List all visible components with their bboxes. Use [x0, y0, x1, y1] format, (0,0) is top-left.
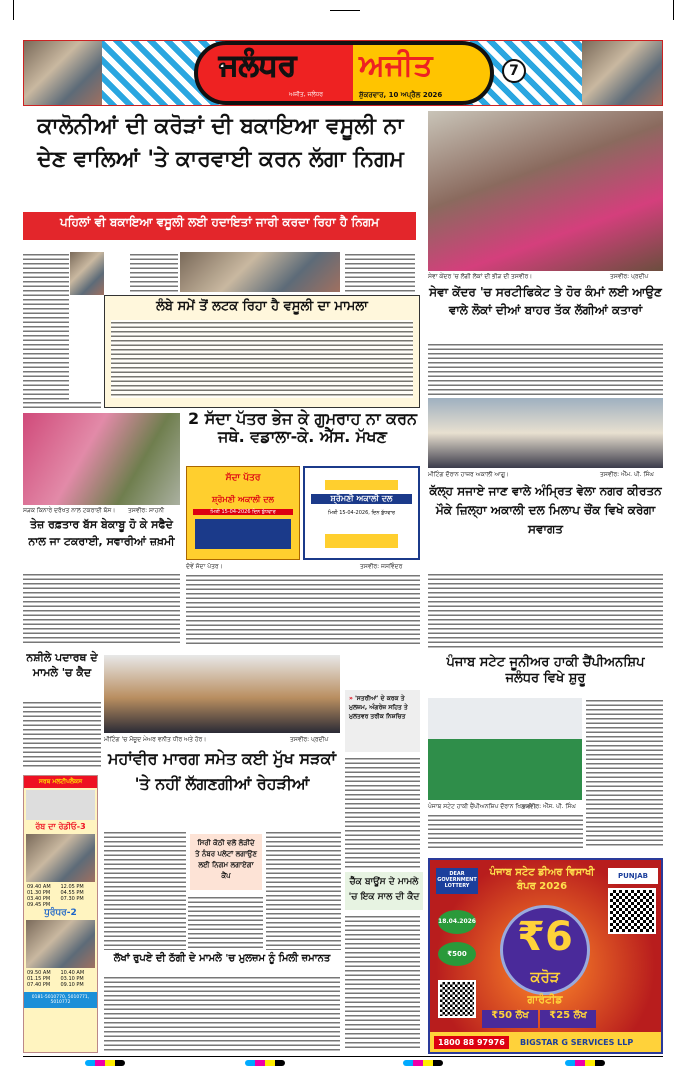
- cinema-ad: [23, 775, 98, 1053]
- showtime: 01.15 PM: [27, 976, 51, 982]
- photo-caption: ਮੀਟਿੰਗ 'ਚ ਮੌਜੂਦ ਮੇਅਰ ਵਨੀਤ ਧੀਰ ਅਤੇ ਹੋਰ।: [104, 736, 207, 743]
- article-body: [428, 572, 663, 648]
- qr-code: [438, 980, 476, 1018]
- showtime: 07.40 PM: [27, 982, 51, 988]
- photo-caption: ਸੇਵਾ ਕੇਂਦਰ 'ਚ ਲੱਗੀ ਲੋਕਾਂ ਦੀ ਭੀੜ ਦੀ ਤਸਵੀਰ।: [428, 273, 533, 280]
- article-body: [428, 342, 663, 396]
- photo-credit: ਤਸਵੀਰ: ਐੱਸ. ਪੀ. ਸਿੰਘ: [522, 803, 576, 810]
- kirtan-headline: ਕੱਲ੍ਹ ਸਜਾਏ ਜਾਣ ਵਾਲੇ ਅੰਮ੍ਰਿਤ ਵੇਲਾ ਨਗਰ ਕੀਰਤਨ ਮੌਕੇ ਜ਼ਿਲ੍ਹਾ ਅਕਾਲੀ ਦਲ ਮਿਲਾਪ ਚੌਂਕ ਵਿਖੇ ਕਰੇਗਾ ਸਵਾਗਤ: [429, 484, 662, 536]
- crop-mark: [673, 0, 674, 20]
- article-body: [586, 698, 663, 848]
- fraud-headline: ਲੱਖਾਂ ਰੁਪਏ ਦੀ ਠੱਗੀ ਦੇ ਮਾਮਲੇ 'ਚ ਮੁਲਜ਼ਮ ਨੂੰ ਮਿਲੀ ਜ਼ਮਾਨਤ: [113, 953, 331, 964]
- lottery-brand: DEAR GOVERNMENT LOTTERY: [436, 868, 478, 894]
- hockey-headline: ਪੰਜਾਬ ਸਟੇਟ ਜੂਨੀਅਰ ਹਾਕੀ ਚੈਂਪੀਅਨਸ਼ਿਪ ਜਲੰਧਰ ਵਿਖੇ ਸ਼ੁਰੂ: [446, 655, 645, 686]
- article-body: [428, 813, 583, 851]
- showtime: 09.10 PM: [60, 982, 84, 988]
- ad-date: ਮਿਤੀ 15-04-2026, ਦਿਨ ਬੁੱਧਵਾਰ: [328, 510, 395, 516]
- invitation-ad-2: [303, 466, 420, 560]
- lead-subhead: ਪਹਿਲਾਂ ਵੀ ਬਕਾਇਆ ਵਸੂਲੀ ਲਈ ਹਦਾਇਤਾਂ ਜਾਰੀ ਕਰਦਾ ਰਿਹਾ ਹੈ ਨਿਗਮ: [23, 212, 416, 240]
- ad-party: ਸ਼੍ਰੋਮਣੀ ਅਕਾਲੀ ਦਲ: [212, 495, 274, 504]
- article-body: [23, 572, 180, 645]
- color-registration-bar: [403, 1060, 443, 1066]
- ad-date: ਮਿਤੀ 15-04-2026 ਦਿਨ ਬੁੱਧਵਾਰ: [193, 509, 293, 515]
- cheque-headline: ਚੈੱਕ ਬਾਊਂਸ ਦੇ ਮਾਮਲੇ 'ਚ ਇਕ ਸਾਲ ਦੀ ਕੈਦ: [345, 872, 423, 910]
- showtime: 10.40 AM: [60, 970, 85, 976]
- movie-poster: [26, 834, 95, 882]
- draw-date: 18.04.2026: [438, 910, 476, 934]
- prize-unit: ਕਰੋੜ: [530, 968, 560, 986]
- quote-box: ਸਿਰੀ ਕੋਠੀ ਵਲੋਂ ਲੋੜੀਂਦੇ ਤੇ ਨੰਬਰ ਪਲੇਟਾਂ ਲਗਾਉਣ ਲਈ ਨਿਗਮ ਲਗਾਏਗਾ ਕੈਂਪ: [190, 834, 262, 890]
- showtime: 12.05 PM: [60, 884, 84, 890]
- pullquote: » 'ਸਤਰੀਆਂ' ਦੇ ਕਰਕ ਤੇ ਮੁਲਜ਼ਮ, ਅੰਗਰੇਜ਼ ਸਹਿਤ ਤੇ ਮੁਲਤਵਰ ਤਰੀਕ ਨਿਸ਼ਚਿਤ: [345, 690, 420, 752]
- mrp: ₹500: [438, 942, 476, 966]
- guarantee-label: ਗਾਰੰਟੀਡ: [527, 993, 563, 1006]
- showtimes: [24, 970, 97, 988]
- building-photo: [24, 41, 102, 105]
- showtime: 09.50 AM: [27, 970, 51, 976]
- state-logo: PUNJAB: [608, 868, 658, 884]
- photo-credit: ਤਸਵੀਰ: ਸਾਹਨੀ: [128, 507, 164, 514]
- page-number: 7: [502, 59, 526, 83]
- article-body: [266, 830, 341, 950]
- info-box-title: ਲੰਬੇ ਸਮੇਂ ਤੋਂ ਲਟਕ ਰਿਹਾ ਹੈ ਵਸੂਲੀ ਦਾ ਮਾਮਲਾ: [156, 299, 368, 314]
- building-photo: [582, 41, 662, 105]
- cinema-name: ਸਰਬ ਮਲਟੀਪਲੈਕਸ: [24, 776, 97, 788]
- ad-party: ਸ਼੍ਰੋਮਣੀ ਅਕਾਲੀ ਦਲ: [311, 494, 412, 504]
- info-box: [104, 295, 420, 408]
- article-body: [23, 252, 69, 400]
- seva-kendra-photo: [428, 111, 663, 271]
- masthead-title-right: ਅਜੀਤ: [359, 48, 433, 83]
- photo-credit: ਤਸਵੀਰ: ਜਸਵਿੰਦਰ: [360, 563, 403, 570]
- article-body: [186, 573, 420, 647]
- invitation-ad-1: [186, 466, 300, 560]
- article-body: [130, 252, 178, 292]
- bus-accident-photo: [23, 413, 180, 505]
- invite-headline: 2 ਸੱਦਾ ਪੱਤਰ ਭੇਜ ਕੇ ਗੁਮਰਾਹ ਨਾ ਕਰਨ ਜਥੇ. ਵਡਾਲਾ-ਕੇ. ਐੱਸ. ਮੱਖਣ: [188, 409, 417, 446]
- article-body: [345, 252, 415, 292]
- color-registration-bar: [565, 1060, 605, 1066]
- portrait-photo: [70, 252, 104, 295]
- ad-title: ਸੱਦਾ ਪੱਤਰ: [225, 473, 261, 483]
- movie-poster: [26, 920, 95, 968]
- masthead-subtitle: ਅਜੀਤ, ਜਲੰਧਰ: [289, 91, 324, 98]
- showtime: 03.10 PM: [60, 976, 84, 982]
- article-body: [23, 400, 101, 410]
- second-prize: ₹50 ਲੱਖ: [482, 1010, 538, 1028]
- color-registration-bar: [85, 1060, 125, 1066]
- office-building-photo: [180, 252, 340, 292]
- color-registration-bar: [245, 1060, 285, 1066]
- pullquote-text: 'ਸਤਰੀਆਂ' ਦੇ ਕਰਕ ਤੇ ਮੁਲਜ਼ਮ, ਅੰਗਰੇਜ਼ ਸਹਿਤ ਤੇ ਮੁਲਤਵਰ ਤਰੀਕ ਨਿਸ਼ਚਿਤ: [349, 695, 408, 720]
- masthead-date: ਸ਼ੁੱਕਰਵਾਰ, 10 ਅਪ੍ਰੈਲ 2026: [359, 91, 443, 99]
- masthead-title-left: ਜਲੰਧਰ: [219, 48, 297, 83]
- drugs-headline: ਨਸ਼ੀਲੇ ਪਦਾਰਥ ਦੇ ਮਾਮਲੇ 'ਚ ਕੈਦ: [26, 651, 98, 679]
- showtime: 03.40 PM: [27, 896, 51, 902]
- photo-caption: ਮੀਟਿੰਗ ਦੌਰਾਨ ਹਾਜ਼ਰ ਅਕਾਲੀ ਆਗੂ।: [428, 471, 510, 478]
- third-prize: ₹25 ਲੱਖ: [540, 1010, 596, 1028]
- showtimes: [24, 884, 97, 908]
- showtime: 09.40 AM: [27, 884, 51, 890]
- movie-title: ਧੁਰੰਧਰ-2: [44, 908, 77, 918]
- photo-credit: ਤਸਵੀਰ: ਐੱਮ. ਪੀ. ਸਿੰਘ: [600, 471, 654, 478]
- bus-headline: ਤੇਜ਼ ਰਫ਼ਤਾਰ ਬੱਸ ਬੇਕਾਬੂ ਹੋ ਕੇ ਸਫੈਦੇ ਨਾਲ ਜਾ ਟਕਰਾਈ, ਸਵਾਰੀਆਂ ਜ਼ਖ਼ਮੀ: [28, 518, 175, 548]
- photo-caption: ਦੋਵੇਂ ਸੱਦਾ ਪੱਤਰ।: [186, 563, 223, 570]
- booking-phones: 0181-5010770, 5010771, 5010772: [24, 992, 97, 1008]
- article-body: [111, 320, 413, 398]
- photo-caption: ਸੜਕ ਕਿਨਾਰੇ ਦਰੱਖਤ ਨਾਲ ਟਕਰਾਈ ਬੱਸ।: [23, 507, 116, 514]
- photo-credit: ਤਸਵੀਰ: ਪ੍ਰਦੀਪ: [610, 273, 649, 280]
- masthead: [23, 40, 663, 106]
- article-body: [188, 895, 263, 950]
- movie-title: ਰੱਬ ਦਾ ਰੇਡੀਓ-3: [35, 822, 86, 831]
- seva-headline: ਸੇਵਾ ਕੇਂਦਰ 'ਚ ਸਰਟੀਫਿਕੇਟ ਤੇ ਹੋਰ ਕੰਮਾਂ ਲਈ ਆਉਣ ਵਾਲੇ ਲੋਕਾਂ ਦੀਆਂ ਬਾਹਰ ਤੱਕ ਲੱਗੀਆਂ ਕਤਾਰਾਂ: [429, 285, 662, 317]
- lead-headline: ਕਾਲੋਨੀਆਂ ਦੀ ਕਰੋੜਾਂ ਦੀ ਬਕਾਇਆ ਵਸੂਲੀ ਨਾ ਦੇਣ ਵਾਲਿਆਂ 'ਤੇ ਕਾਰਵਾਈ ਕਰਨ ਲੱਗਾ ਨਿਗਮ: [37, 114, 404, 172]
- photo-caption: ਪੰਜਾਬ ਸਟੇਟ ਹਾਕੀ ਚੈਂਪੀਅਨਸ਼ਿਪ ਦੌਰਾਨ ਖਿਡਾਰੀ।: [428, 803, 537, 810]
- hockey-photo: [428, 698, 582, 800]
- top-prize: ₹6: [517, 914, 573, 960]
- registration-mark: [330, 10, 360, 11]
- showtime: 09.45 PM: [27, 902, 51, 908]
- showtime: 07.30 PM: [60, 896, 84, 902]
- mahavir-headline: ਮਹਾਂਵੀਰ ਮਾਰਗ ਸਮੇਤ ਕਈ ਮੁੱਖ ਸੜਕਾਂ 'ਤੇ ਨਹੀਂ ਲੱਗਣਗੀਆਂ ਰੇਹੜੀਆਂ: [107, 749, 337, 793]
- article-body: [23, 700, 101, 768]
- showtime: 04.55 PM: [60, 890, 84, 896]
- qr-code: [608, 888, 656, 934]
- helpline: 1800 88 97976: [434, 1036, 509, 1049]
- lottery-title: ਪੰਜਾਬ ਸਟੇਟ ਡੀਅਰ ਵਿਸਾਖੀ ਬੰਪਰ 2026: [489, 867, 595, 892]
- article-body: [345, 914, 420, 1050]
- meeting-photo: [104, 655, 340, 733]
- article-body: [345, 756, 420, 868]
- divider: [23, 1056, 663, 1057]
- photo-credit: ਤਸਵੀਰ: ਪ੍ਰਦੀਪ: [290, 736, 329, 743]
- article-body: [104, 975, 340, 1051]
- showtime: 01.30 PM: [27, 890, 51, 896]
- seller: BIGSTAR G SERVICES LLP: [520, 1038, 634, 1047]
- crop-mark: [13, 0, 14, 20]
- article-body: [104, 830, 186, 950]
- group-photo: [428, 398, 663, 468]
- lottery-ad: [428, 858, 663, 1054]
